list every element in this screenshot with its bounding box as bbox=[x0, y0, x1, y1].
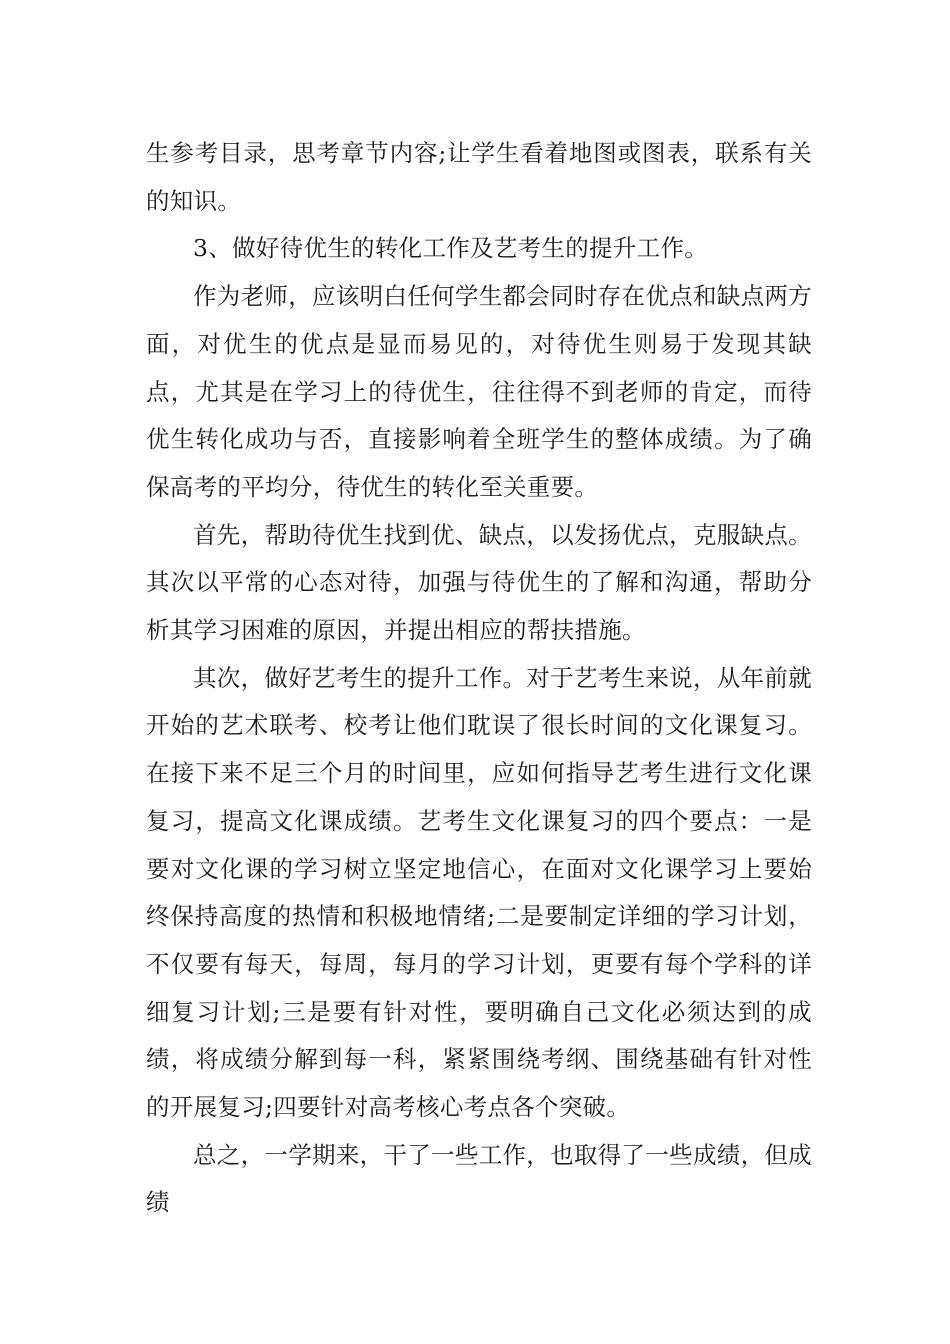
document-body bbox=[146, 130, 812, 1227]
paragraph-first-steps: 首先，帮助待优生找到优、缺点，以发扬优点，克服缺点。其次以平常的心态对待，加强与待优生的了解和沟通，帮助分析其学习困难的原因，并提出相应的帮扶措施。 bbox=[146, 520, 812, 645]
paragraph-heading-3: 3、做好待优生的转化工作及艺考生的提升工作。 bbox=[193, 234, 709, 263]
paragraph-teacher-role: 作为老师，应该明白任何学生都会同时存在优点和缺点两方面，对优生的优点是显而易见的，对待优生则易于发现其缺点，尤其是在学习上的待优生，往往得不到老师的肯定，而待优生转化成功与否，直接影响着全班学生的整体成绩。为了确保高考的平均分，待优生的转化至关重要。 bbox=[146, 282, 812, 501]
paragraph-summary: 总之，一学期来，干了一些工作，也取得了一些成绩，但成绩 bbox=[146, 1140, 812, 1217]
paragraph-continuation: 生参考目录，思考章节内容;让学生看着地图或图表，联系有关的知识。 bbox=[146, 139, 812, 215]
paragraph-art-students: 其次，做好艺考生的提升工作。对于艺考生来说，从年前就开始的艺术联考、校考让他们耽误了很长时间的文化课复习。在接下来不足三个月的时间里，应如何指导艺考生进行文化课复习，提高文化课成绩。艺考生文化课复习的四个要点：一是要对文化课的学习树立坚定地信心，在面对文化课学习上要始终保持高度的热情和积极地情绪;二是要制定详细的学习计划，不仅要有每天，每周，每月的学习计划，更要有每个学科的详细复习计划;三是要有针对性，要明确自己文化必须达到的成绩，将成绩分解到每一科，紧紧围绕考纲、围绕基础有针对性的开展复习;四要针对高考核心考点各个突破。 bbox=[146, 663, 812, 1122]
